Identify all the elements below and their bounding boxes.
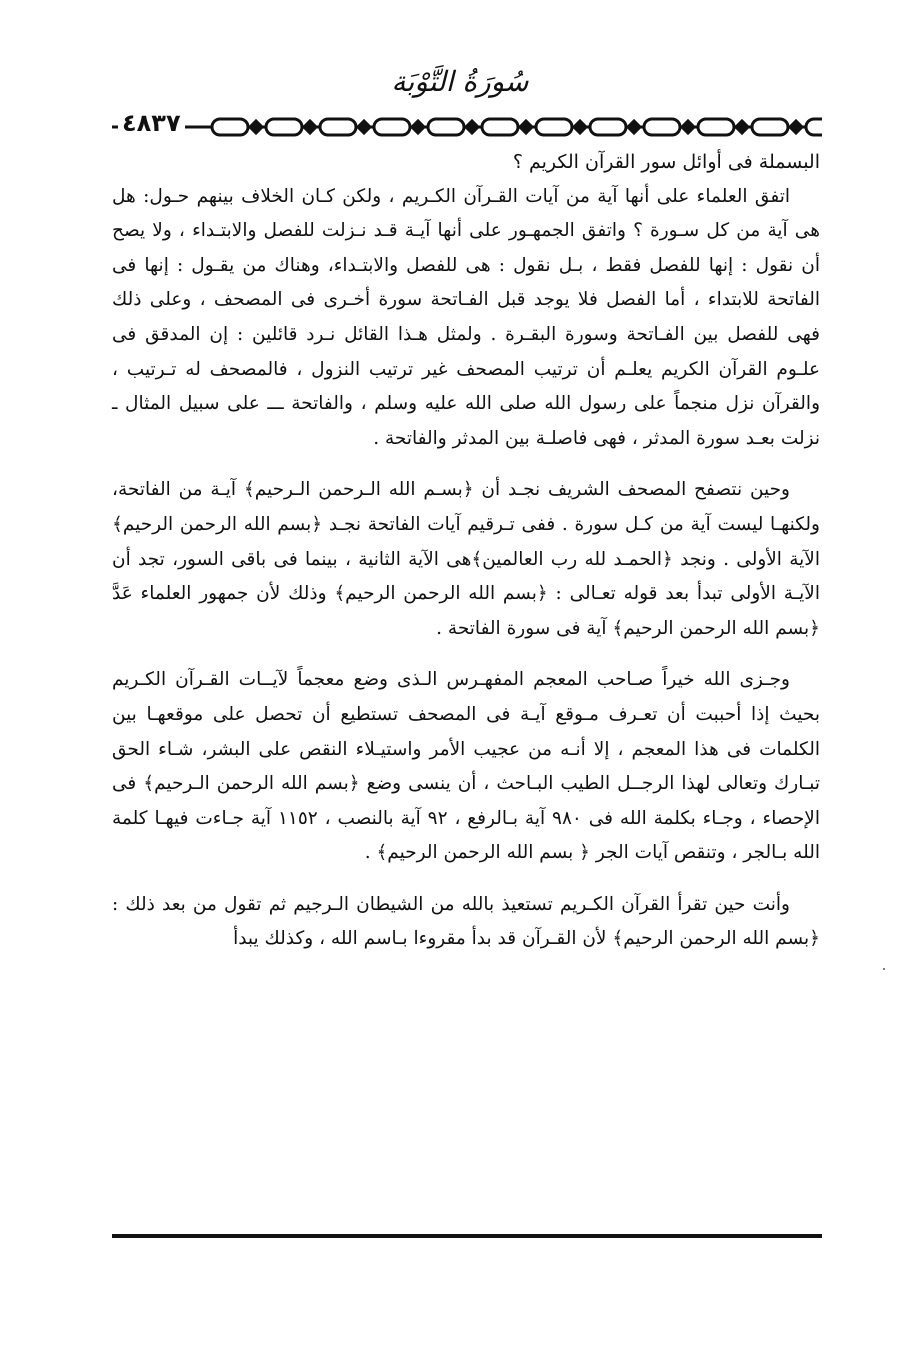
ornament-diamond: [358, 121, 370, 133]
ornament-diamond: [412, 121, 424, 133]
ornament-link: [266, 119, 302, 135]
paragraph: وجـزى الله خيراً صـاحب المعجم المفهـرس الـذى وضع معجماً لآيــات القـرآن الكـريم بحيث إذا أحببت أن تعـرف مـوقع آيـة فى المصحف تستطيع أن تحصل على موقعهـا بين الكلمات فى هذا المعجم ، إلا أنـه من عجيب الأمر واستيـلاء النقص على البشر، شـاء الحق تبـارك وتعالى لهذا الرجــل الطيب البـاحث ، أن ينسى وضع ﴿بسم الله الرحمن الـرحيم﴾ فى الإحصاء ، وجـاء بكلمة الله فى ٩٨٠ آية بـالرفع ، ٩٢ آية بالنصب ، ١١٥٢ آية جـاءت فيهـا كلمة الله بـالجر ، وتنقص آيات الجر ﴿ بسم الله الرحمن الرحيم﴾ .: [112, 669, 820, 864]
ornament-diamond: [682, 121, 694, 133]
page-number: ٤٨٣٧: [118, 106, 185, 140]
footer-rule: [112, 1234, 822, 1238]
ornament-diamond: [250, 121, 262, 133]
ornament-diamond: [304, 121, 316, 133]
ornament-diamond: [466, 121, 478, 133]
ornamental-header-rule: [112, 110, 822, 144]
ornament-diamond: [628, 121, 640, 133]
ornament-link: [428, 119, 464, 135]
ornament-diamond: [736, 121, 748, 133]
surah-title: سُورَةُ التَّوْبَة: [391, 65, 529, 98]
ornament-link: [590, 119, 626, 135]
ornament-link: [320, 119, 356, 135]
ornament-link: [644, 119, 680, 135]
ornament-link: [374, 119, 410, 135]
ornament-diamond: [790, 121, 802, 133]
page-body: [112, 145, 820, 974]
paragraph: وحين نتصفح المصحف الشريف نجـد أن ﴿بسـم الله الـرحمن الـرحيم﴾ آيـة من الفاتحة، ولكنهـا ليست آية من كـل سورة . ففى تـرقيم آيات الفاتحة نجـد ﴿بسم الله الرحمن الرحيم﴾ الآية الأولى . ونجد ﴿الحمـد لله رب العالمين﴾هى الآية الثانية ، بينما فى باقى السور، تجد أن الآيـة الأولى تبدأ بعد قوله تعـالى : ﴿بسم الله الرحمن الرحيم﴾ وذلك لأن جمهور العلماء عَدَّ ﴿بسم الله الرحمن الرحيم﴾ آية فى سورة الفاتحة .: [112, 479, 820, 639]
scan-speck: [883, 968, 885, 970]
ornament-link: [212, 119, 248, 135]
ornament-link: [806, 119, 822, 135]
ornament-link: [536, 119, 572, 135]
section-heading: البسملة فى أوائل سور القرآن الكريم ؟: [512, 151, 820, 173]
ornament-diamond: [574, 121, 586, 133]
ornament-link: [752, 119, 788, 135]
paragraph: وأنت حين تقرأ القرآن الكـريم تستعيذ بالله من الشيطان الـرجيم ثم تقول من بعد ذلك : ﴿بسم الله الرحمن الرحيم﴾ لأن القـرآن قد بدأ مقروءا بـاسم الله ، وكذلك يبدأ: [112, 893, 820, 950]
ornament-link: [482, 119, 518, 135]
ornament-link: [698, 119, 734, 135]
paragraph: اتفق العلماء على أنها آية من آيات القـرآن الكـريم ، ولكن كـان الخلاف بينهم حـول: هل هى آية من كل سـورة ؟ واتفق الجمهـور على أنها آيـة قـد نـزلت للفصل والابتـداء ، ولا يصح أن نقول : إنها للفصل فقط ، بـل نقول : هى للفصل والابتـداء، وهناك من يقـول : إنها فى الفاتحة للابتداء ، أما الفصل فلا يوجد قبل الفـاتحة سورة أخـرى فى المصحف ، وعلى ذلك فهى للفصل بين الفـاتحة وسورة البقـرة . ولمثل هـذا القائل نـرد قائلين : إن المدقق فى علـوم القرآن الكريم يعلـم أن ترتيب المصحف غير ترتيب النزول ، فالمصحف له تـرتيب ، والقرآن نزل منجماً على رسول الله صلى الله عليه وسلم ، والفاتحة ـــ على سبيل المثال ـ نزلت بعـد سورة المدثر ، فهى فاصلـة بين المدثر والفاتحة .: [112, 185, 820, 449]
ornament-diamond: [520, 121, 532, 133]
